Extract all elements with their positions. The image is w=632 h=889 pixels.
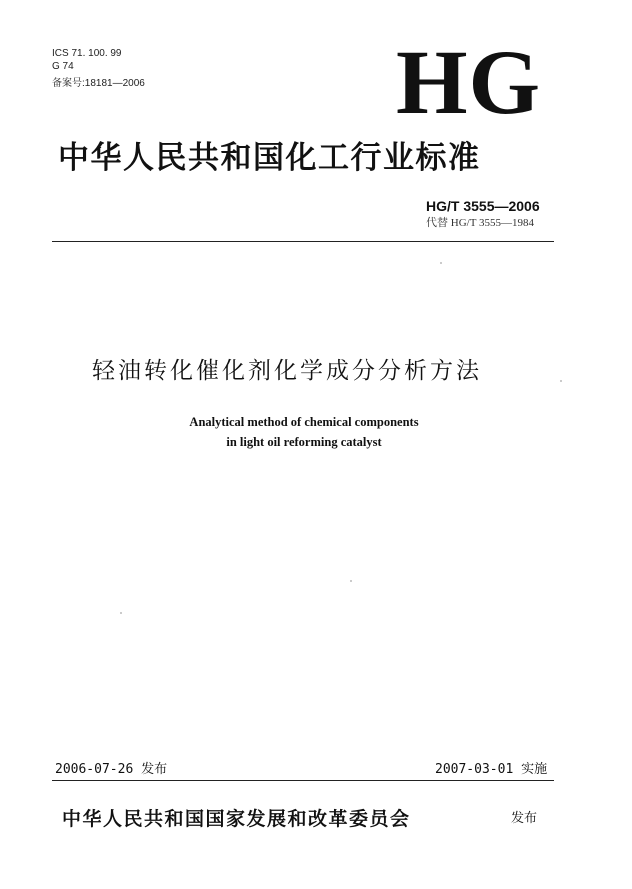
scan-speck (440, 262, 442, 264)
bottom-divider (52, 780, 554, 781)
replaces-standard: 代替 HG/T 3555—1984 (426, 217, 534, 229)
scan-speck (350, 580, 352, 582)
document-title-chinese: 轻油转化催化剂化学成分分析方法 (92, 358, 482, 384)
issuing-authority: 中华人民共和国国家发展和改革委员会 (62, 808, 411, 830)
standard-number: HG/T 3555—2006 (426, 198, 540, 214)
top-divider (52, 241, 554, 242)
ics-code: ICS 71. 100. 99 (52, 48, 122, 59)
standard-title: 中华人民共和国化工行业标准 (58, 140, 481, 176)
issued-label: 发布 (511, 811, 538, 826)
filing-number: 备案号:18181—2006 (52, 78, 145, 89)
scan-speck (120, 612, 122, 614)
hg-logo: HG (396, 31, 542, 133)
document-title-english-line1: Analytical method of chemical components (189, 415, 419, 429)
implementation-date: 2007-03-01 实施 (435, 762, 548, 777)
scan-speck (560, 380, 562, 382)
classification-code: G 74 (52, 61, 74, 72)
document-title-english-line2: in light oil reforming catalyst (226, 435, 382, 449)
issue-date: 2006-07-26 发布 (55, 762, 168, 777)
